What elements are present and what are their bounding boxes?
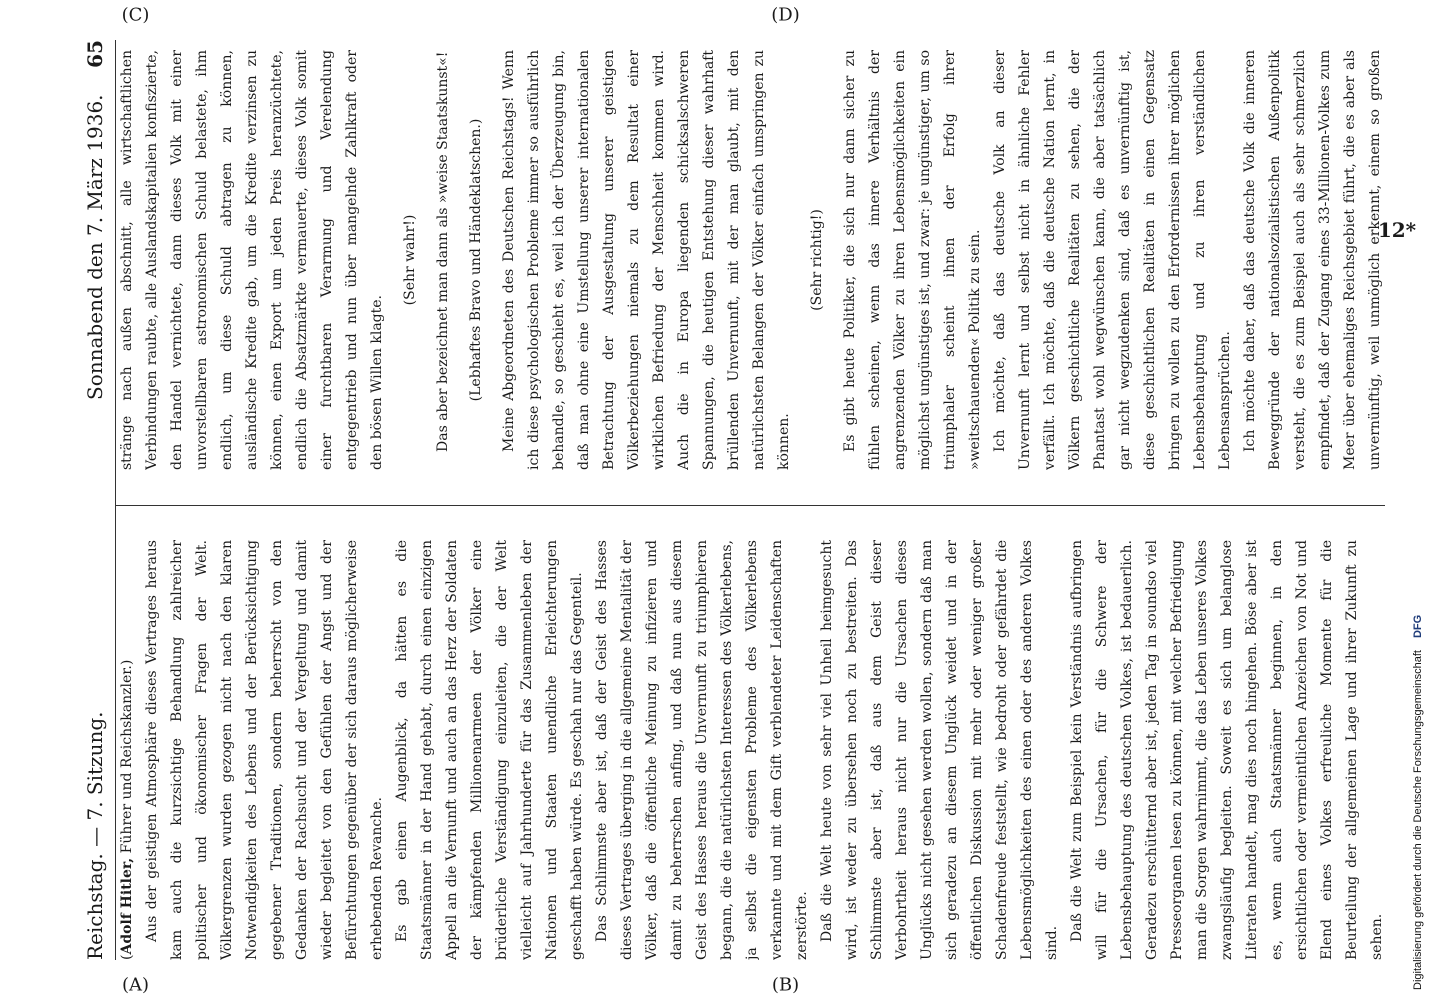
paragraph: Daß die Welt heute von sehr viel Unheil heimgesucht wird, ist weder zu übersehen noch zu bestreiten. Das Schlimmste aber ist, daß aus dem Geist dieser Verbohrtheit heraus nicht nur die Ursachen dieses Unglücks nicht gesehen werden wollen, sondern daß man sich geradezu an diesem Unglück weidet und in der öffentlichen Diskussion mit mehr oder weniger großer Schadenfreude feststellt, wie bedroht oder gefährdet die Lebensmöglichkeiten des einen oder des anderen Volkes sind. [819,540,1060,960]
interjection: (Sehr richtig!) [809,209,825,311]
credit-text: Digitalisierung gefördert durch die Deutsche Forschungsgemeinschaft [1412,650,1424,990]
paragraph: stränge nach außen abschnitt, alle wirtschaftlichen Verbindungen raubte, alle Auslandskapitalien konfiszierte, den Handel vernichtete, dann dieses Volk mit einer unvorstellbaren astronomischen Schuld belastete, ihm endlich, um diese Schuld abtragen zu können, ausländische Kredite gab, um die Kredite verzinsen zu können, einen Export um jeden Preis heranzüchtete, endlich die Absatzmärkte vermauerte, dieses Volk somit einer furchtbaren Verarmung und Verelendung entgegentrieb und nun über mangelnde Zahlkraft oder den bösen Willen klagte. [119,50,385,470]
margin-marker-c: (C) [121,4,150,26]
paragraph: Daß die Welt zum Beispiel kein Verständnis aufbringen will für die Ursachen, für die Schwere der Lebensbehauptung des deutschen Volkes, ist bedauerlich. Geradezu erschütternd aber ist, jeden Tag in soundso viel Presseorganen lesen zu können, mit welcher Befriedigung man die Sorgen wahrnimmt, die das Leben unseres Volkes zwangsläufig begleiten. Soweit es sich um belanglose Literaten handelt, mag dies noch hingehen. Böse aber ist es, wenn auch Staatsmänner beginnen, in den ersichtlichen oder vermeintlichen Anzeichen von Not und Elend eines Volkes erfreuliche Momente für die Beurteilung der allgemeinen Lage und ihrer Zukunft zu sehen. [1069,540,1385,960]
paragraph: Das aber bezeichnet man dann als »weise Staatskunst«! [435,51,451,452]
margin-marker-b: (B) [771,974,800,996]
margin-marker-d: (D) [771,4,800,26]
page-number: 65 [83,40,107,68]
page-signature: 12* [1377,218,1417,242]
speaker-line: (Adolf Hitler, Führer und Reichskanzler.) [119,659,135,960]
header-left: Reichstag. — 7. Sitzung. [83,711,107,960]
paragraph: Ich möchte daher, daß das deutsche Volk die inneren Beweggründe der nationalsozialistischen Außenpolitik versteht, die es zum Beispiel auch als sehr schmerzlich empfindet, daß der Zugang eines 33-Millionen-Volkes zum Meer über ehemaliges Reichsgebiet führt, die es aber als unvernünftig, weil unmöglich erkennt, einem so großen [1242,50,1383,470]
margin-marker-a: (A) [121,974,150,996]
page-header [75,40,115,960]
paragraph: Aus der geistigen Atmosphäre dieses Vertrages heraus kam auch die kurzsichtige Behandlung zahlreicher politischer und ökonomischer Fragen der Welt. Völkergrenzen wurden gezogen nicht nach den klaren Notwendigkeiten des Lebens und der Berücksichtigung gegebener Traditionen, sondern beherrscht von den Gedanken der Rachsucht und der Vergeltung und damit wieder begleitet von den Gefühlen der Angst und der Befürchtungen gegenüber der sich daraus möglicherweise erhebenden Revanche. [144,540,385,960]
right-column [115,50,1385,470]
document-page [75,4,1417,996]
paragraph: Es gab einen Augenblick, da hätten es die Staatsmänner in der Hand gehabt, durch einen einzigen Appell an die Vernunft und auch an das Herz der Soldaten der kämpfenden Millionenarmeen der Völker eine brüderliche Verständigung einzuleiten, die der Welt vielleicht auf Jahrhunderte für das Zusammenleben der Nationen und Staaten unendliche Erleichterungen geschafft haben würde. Es geschah nur das Gegenteil. [394,540,585,960]
header-date: Sonnabend den 7. März 1936. [83,94,107,400]
paragraph: Ich möchte, daß das deutsche Volk an dieser Unvernunft lernt und selbst nicht in ähnliche Fehler verfällt. Ich möchte, daß die deutsche Nation lernt, in Völkern geschichtliche Realitäten zu sehen, die der Phantast wohl wegwünschen kann, die aber tatsächlich gar nicht wegzudenken sind, daß es unvernünftig ist, diese geschichtlichen Realitäten in einen Gegensatz bringen zu wollen zu den Erfordernissen ihrer möglichen Lebensbehauptung und zu ihren verständlichen Lebensansprüchen. [992,50,1233,470]
speaker-role: Führer und Reichskanzler.) [119,659,135,854]
paragraph: Das Schlimmste aber ist, daß der Geist des Hasses dieses Vertrages überging in die allgemeine Mentalität der Völker, daß die öffentliche Meinung zu infizieren und damit zu beherrschen anfing, und daß nun aus diesem Geist des Hasses heraus die Unvernunft zu triumphieren begann, die die natürlichsten Interessen des Völkerlebens, ja selbst die eigensten Probleme des Völkerlebens verkannte und mit dem Gift verblendeter Leidenschaften zerstörte. [594,540,810,960]
paragraph: Meine Abgeordneten des Deutschen Reichstags! Wenn ich diese psychologischen Probleme immer so ausführlich behandle, so geschieht es, weil ich der Überzeugung bin, daß man ohne eine Umstellung unserer internationalen Betrachtung der Ausgestaltung unserer geistigen Völkerbeziehungen niemals zu dem Resultat einer wirklichen Befriedung der Menschheit kommen wird. Auch die in Europa liegenden schicksalschweren Spannungen, die heutigen Entstehung dieser wahrhaft brüllenden Unvernunft, mit der man glaubt, mit den natürlichsten Belangen der Völker einfach umspringen zu können. [501,50,792,470]
interjection: (Lebhaftes Bravo und Händeklatschen.) [468,118,484,402]
column-divider [115,505,1385,506]
interjection: (Sehr wahr!) [402,214,418,306]
dfg-logo: DFG [1412,614,1424,639]
paragraph: Es gibt heute Politiker, die sich nur dann sicher zu fühlen scheinen, wenn das innere Verhältnis der angrenzenden Völker zu ihren Lebensmöglichkeiten ein möglichst ungünstiges ist, und zwar: je ungünstiger, um so triumphaler scheint ihnen der Erfolg ihrer »weitschauenden« Politik zu sein. [842,50,983,470]
left-column [115,540,1385,960]
digitization-credit [1408,0,1428,990]
speaker-name: Adolf Hitler, [119,857,135,955]
